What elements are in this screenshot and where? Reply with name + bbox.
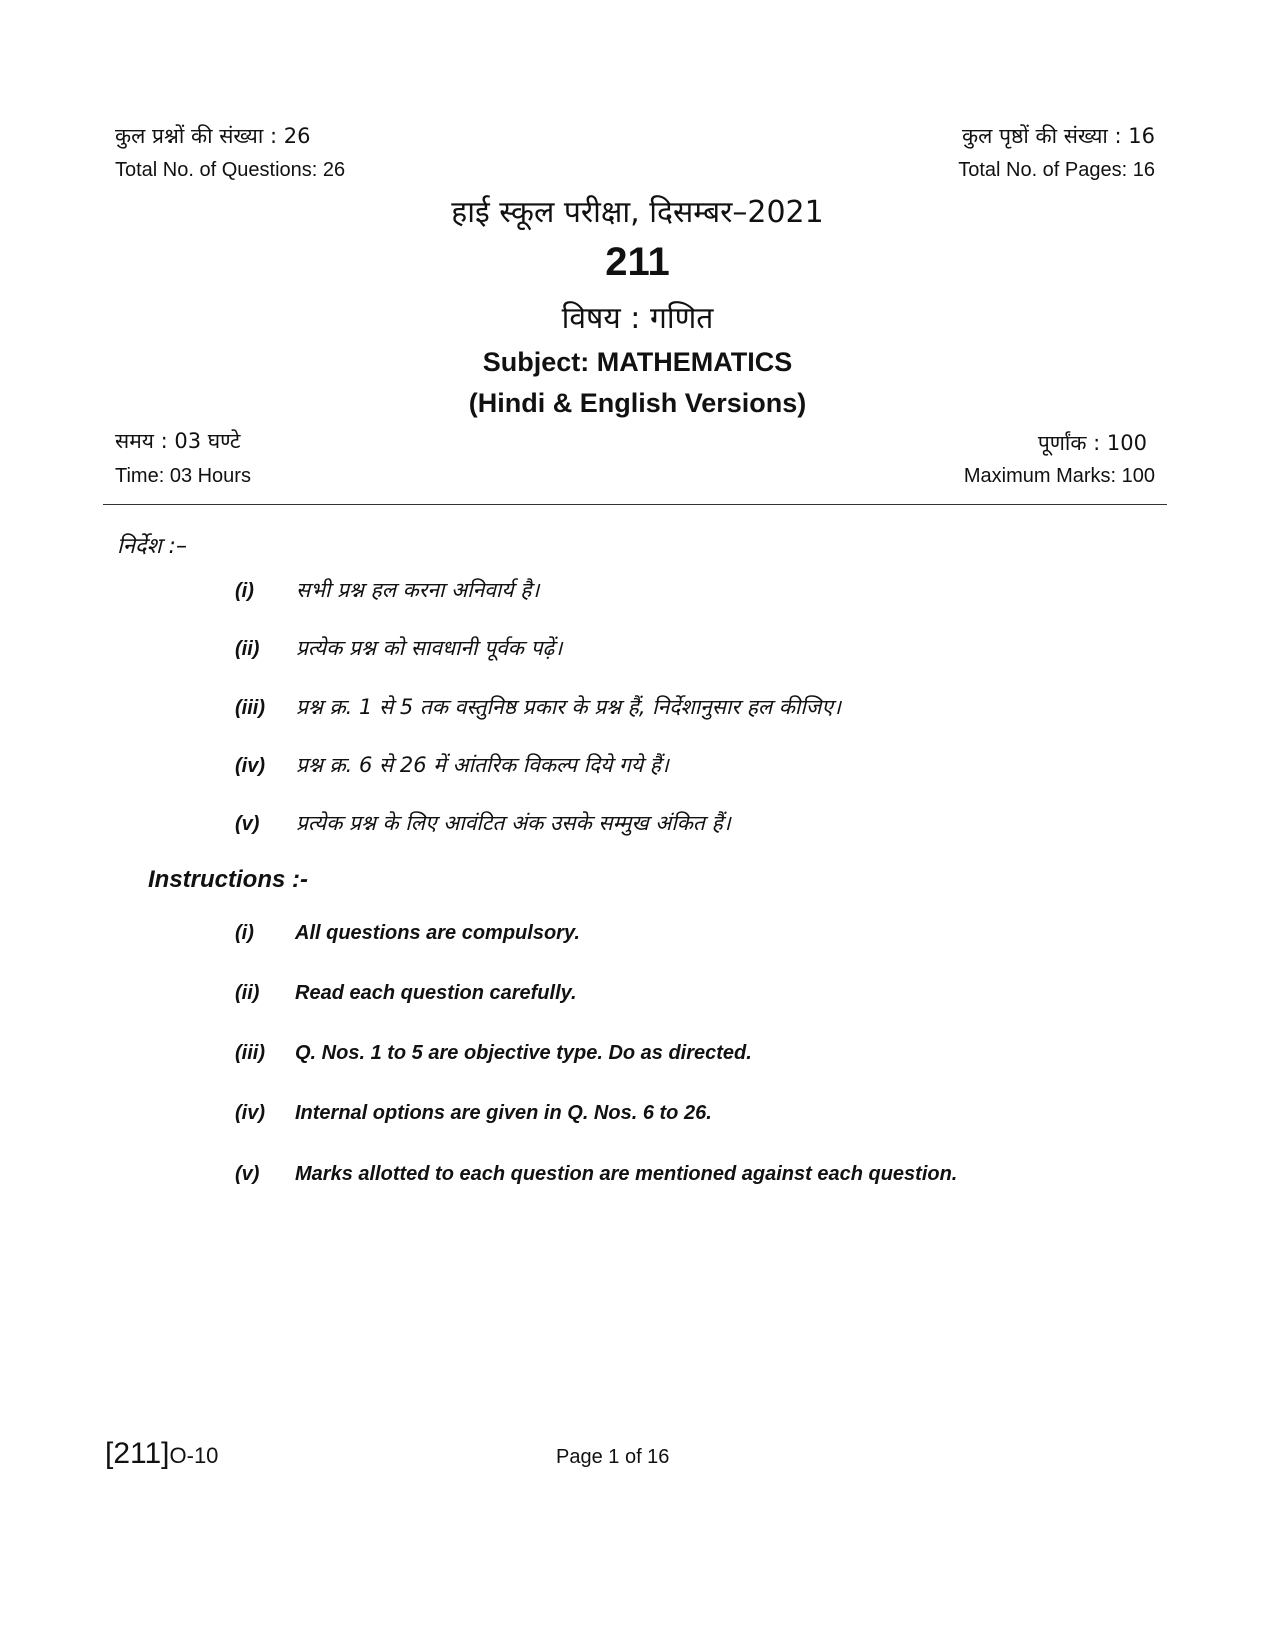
total-questions-english: Total No. of Questions: 26 [115,159,346,181]
english-item-number: (iii) [235,1042,265,1064]
footer-paper-code [105,1437,218,1471]
english-item-text: All questions are compulsory. [295,922,580,944]
footer-code-suffix: O-10 [169,1443,219,1468]
exam-title-hindi: हाई स्कूल परीक्षा, दिसम्बर–2021 [451,195,824,230]
english-item-number: (v) [235,1163,260,1185]
page-number: Page 1 of 16 [556,1446,670,1468]
hindi-item-number: (iv) [235,755,265,777]
english-item-number: (i) [235,922,254,944]
english-instructions-heading: Instructions :- [148,866,308,893]
versions-note: (Hindi & English Versions) [468,388,807,418]
hindi-item-text: प्रत्येक प्रश्न के लिए आवंटित अंक उसके सम्मुख अंकित हैं। [296,811,731,835]
english-item-number: (iv) [235,1102,265,1124]
total-pages-english: Total No. of Pages: 16 [958,159,1155,181]
hindi-item-number: (i) [235,580,254,602]
paper-code: 211 [605,240,670,284]
english-item-text: Internal options are given in Q. Nos. 6 to 26. [295,1102,712,1124]
hindi-item-text: प्रत्येक प्रश्न को सावधानी पूर्वक पढ़ें। [296,636,563,660]
subject-english: Subject: MATHEMATICS [482,347,793,377]
max-marks-hindi: पूर्णांक : 100 [1037,431,1147,455]
hindi-item-number: (ii) [235,638,260,660]
hindi-item-number: (iii) [235,697,265,719]
hindi-instructions-heading: निर्देश :– [117,534,187,559]
english-item-number: (ii) [235,982,260,1004]
hindi-item-number: (v) [235,813,260,835]
english-item-text: Q. Nos. 1 to 5 are objective type. Do as directed. [295,1042,752,1064]
english-item-text: Marks allotted to each question are mentioned against each question. [295,1163,958,1185]
hindi-item-text: सभी प्रश्न हल करना अनिवार्य है। [296,578,540,602]
header-divider [103,504,1167,505]
english-item-text: Read each question carefully. [295,982,577,1004]
hindi-item-text: प्रश्न क्र. 6 से 26 में आंतरिक विकल्प दिये गये हैं। [296,753,669,777]
subject-hindi: विषय : गणित [561,301,714,336]
hindi-item-text: प्रश्न क्र. 1 से 5 तक वस्तुनिष्ठ प्रकार के प्रश्न हैं, निर्देशानुसार हल कीजिए। [296,695,841,719]
time-hindi: समय : 03 घण्टे [115,429,241,453]
max-marks-english: Maximum Marks: 100 [963,465,1155,487]
total-pages-hindi: कुल पृष्ठों की संख्या : 16 [962,124,1155,148]
footer-code-main: [211] [105,1437,170,1470]
time-english: Time: 03 Hours [115,465,251,487]
total-questions-hindi: कुल प्रश्नों की संख्या : 26 [115,124,311,148]
